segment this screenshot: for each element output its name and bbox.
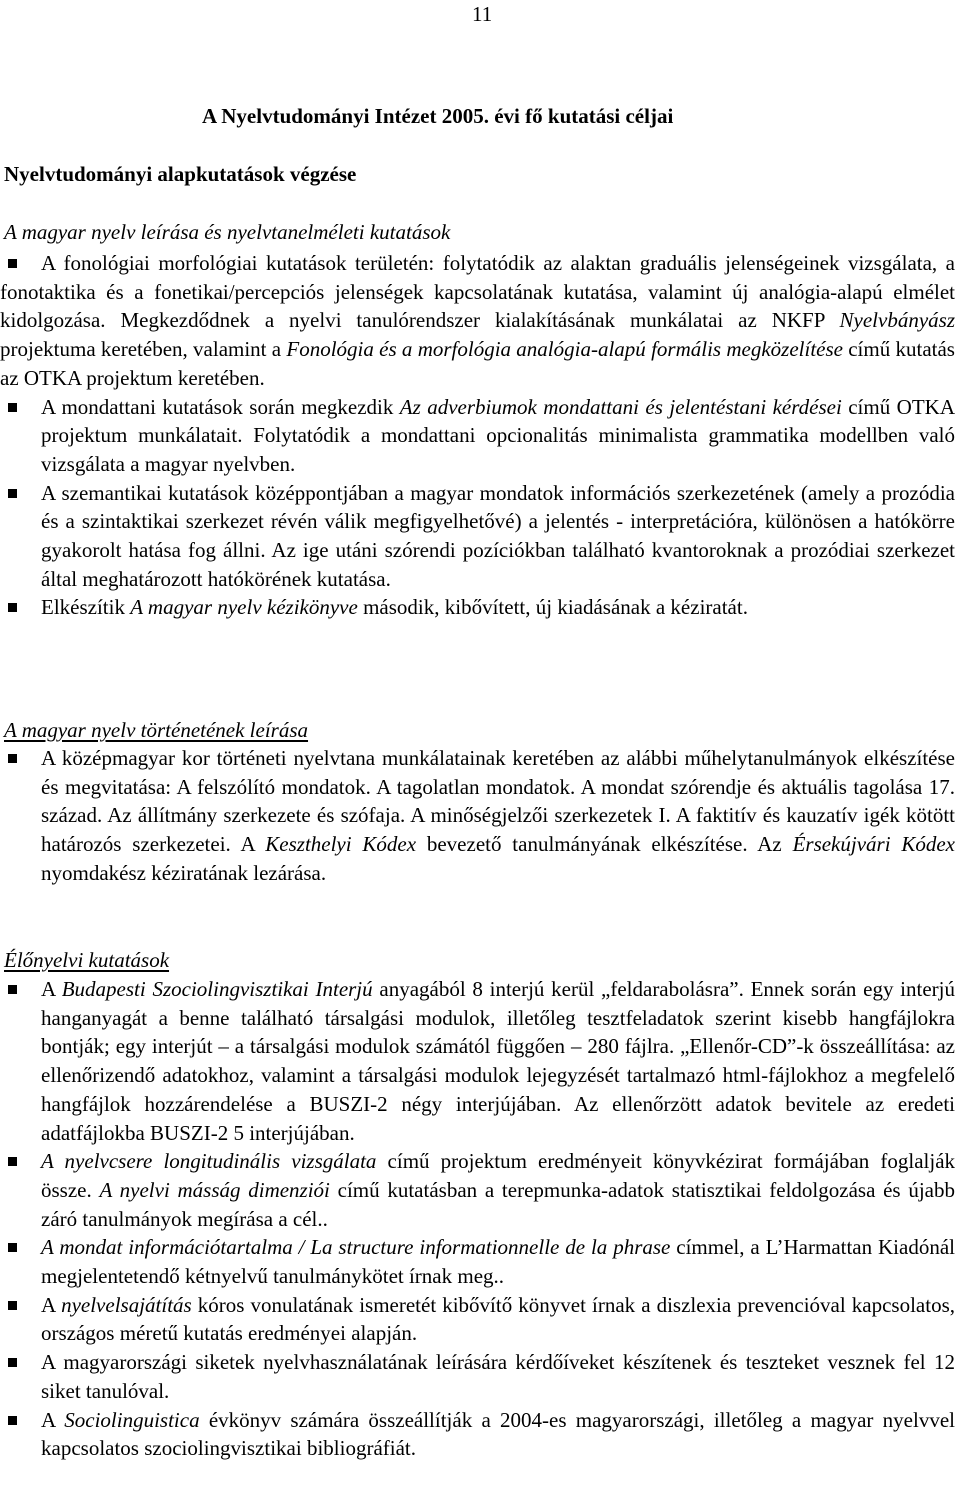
list-item: [0, 1291, 955, 1348]
bullet-list: [0, 975, 955, 1463]
item-text: kóros vonulatának ismeretét kibővítő könyvet írnak a diszlexia prevencióval kapcsolatos, országos méretű kutatás eredményei alapján.: [41, 1292, 956, 1346]
item-text: című kutatásban a terepmunka-adatok statisztikai feldolgozása és újabb záró tanulmányok megírása a cél..: [41, 1177, 955, 1231]
square-bullet-icon: [8, 1301, 17, 1310]
bullet-list: [0, 744, 955, 888]
list-item: [0, 1348, 955, 1405]
list-item: [0, 975, 955, 1147]
list-item: [0, 744, 955, 888]
square-bullet-icon: [8, 259, 17, 268]
item-text: Fonológia és a morfológia analógia-alapú formális megközelítése: [286, 337, 843, 362]
item-text: Sociolinguistica: [64, 1407, 200, 1432]
list-item: [0, 593, 955, 622]
item-text: Nyelvbányász: [839, 308, 955, 333]
item-text: A nyelvi másság dimenziói: [99, 1177, 330, 1202]
square-bullet-icon: [8, 754, 17, 763]
item-text: Érsekújvári Kódex: [792, 832, 956, 857]
item-text: című OTKA projektum munkálatait. Folytatódik a mondattani opcionalitás minimalista grammatika modellben való vizsgálata a magyar nyelvben.: [41, 394, 955, 476]
item-text: A mondat információtartalma / La structure informationnelle de la phrase: [41, 1235, 671, 1260]
item-text: bevezető tanulmányának elkészítése. Az: [416, 832, 793, 857]
subsection-heading: Élőnyelvi kutatások: [4, 948, 170, 972]
item-text: második, kibővített, új kiadásának a kéziratát.: [357, 595, 748, 620]
item-text: projektuma keretében, valamint a: [0, 337, 287, 362]
item-text: Keszthelyi Kódex: [265, 832, 417, 857]
item-text: Az adverbiumok mondattani és jelentéstani kérdései: [399, 394, 842, 419]
item-text: A magyar nyelv kézikönyve: [130, 595, 358, 620]
item-text: A szemantikai kutatások középpontjában a magyar mondatok információs szerkezetének (amely a prozódia és a szintaktikai szerkezet révén válik megfigyelhetővé) a jelentés - interpretációra, különösen a hatókörre gyakorolt hatása fog állni. Az ige utáni szórendi pozíciókban található kvantoroknak a prozódiai szerkezet által meghatározott hatókörének kutatása.: [41, 480, 955, 591]
square-bullet-icon: [8, 1416, 17, 1425]
list-item: [0, 249, 955, 393]
item-text: A: [41, 1292, 62, 1317]
subsection-heading: A magyar nyelv történetének leírása: [4, 718, 309, 742]
item-text: A mondattani kutatások során megkezdik: [41, 394, 400, 419]
item-text: Elkészítik: [41, 595, 131, 620]
item-text: Megkezdődnek a nyelvi tanulórendszer kialakításának munkálatai az NKFP: [105, 308, 840, 333]
item-text: A magyarországi siketek nyelvhasználatának leírására kérdőíveket készítenek és teszteket vesznek fel 12 siket tanulóval.: [41, 1350, 955, 1403]
square-bullet-icon: [8, 489, 17, 498]
section-heading: Nyelvtudományi alapkutatások végzése: [4, 162, 357, 186]
list-item: [0, 393, 955, 479]
item-text: A középmagyar kor történeti nyelvtana munkálatainak keretében az alábbi műhelytanulmányok elkészítése és megvitatása: A felszólító mondatok. A tagolatlan mondatok. A mondat szórendje és aktuális tagolása 17. század. Az állítmány szerkezete és szófaja. A minőségjelzői szerkezetek I. A faktitív és kauzatív igék kötött határozós szerkezetei. A: [41, 746, 955, 857]
square-bullet-icon: [8, 603, 17, 612]
square-bullet-icon: [8, 1243, 17, 1252]
square-bullet-icon: [8, 1157, 17, 1166]
bullet-list: [0, 249, 955, 622]
square-bullet-icon: [8, 403, 17, 412]
list-item: [0, 479, 955, 594]
item-text: anyagából 8 interjú kerül „feldarabolásra”. Ennek során egy interjú hanganyagát a benne található társalgási modulok, illetőleg tesztfeladatok szerint kisebb hangfájlokra bontják; egy interjút – a társalgási modulok számától függően – 280 fájlra. „Ellenőr-CD”-k összeállítása: az ellenőrizendő adatokhoz, valamint a társalgási modulok lejegyzését tartalmazó html-fájlokhoz a megfelelő hangfájlok hozzárendelése a BUSZI-2 négy interjújában. Az ellenőrzött adatok bevitele az eredeti adatfájlokba BUSZI-2 5 interjújában.: [41, 977, 956, 1145]
item-text: A: [41, 1407, 65, 1432]
item-text: Budapesti Szociolingvisztikai Interjú: [61, 977, 373, 1001]
list-item: [0, 1147, 955, 1233]
item-text: nyelvelsajátítás: [61, 1292, 192, 1317]
list-item: [0, 1233, 955, 1290]
item-text: A: [41, 977, 62, 1001]
document-title: A Nyelvtudományi Intézet 2005. évi fő kutatási céljai: [202, 104, 674, 128]
square-bullet-icon: [8, 1358, 17, 1367]
square-bullet-icon: [8, 985, 17, 994]
item-text: A fonológiai morfológiai kutatások területén: folytatódik az alaktan graduális jelenségeinek vizsgálata, a fonotaktika és a fonetikai/percepciós jelenségek kapcsolatának kutatása, valamint új analógia-alapú elmélet kidolgozása.: [0, 251, 955, 333]
item-text: címmel, a L’Harmattan Kiadónál megjelentetendő kétnyelvű tanulmánykötet írnak meg..: [41, 1235, 955, 1289]
item-text: című projektum eredményeit könyvkézirat formájában foglalják össze.: [41, 1149, 956, 1202]
subsection-heading: A magyar nyelv leírása és nyelvtanelméleti kutatások: [4, 220, 451, 244]
item-text: évkönyv számára összeállítják a 2004-es magyarországi, illetőleg a magyar nyelvvel kapcsolatos szociolingvisztikai bibliográfiát.: [41, 1407, 955, 1461]
list-item: [0, 1406, 955, 1463]
item-text: nyomdakész kéziratának lezárása.: [41, 860, 327, 885]
item-text: című kutatás az OTKA projektum keretében.: [0, 337, 955, 390]
item-text: A nyelvcsere longitudinális vizsgálata: [41, 1149, 377, 1174]
page-number: 11: [472, 2, 493, 26]
